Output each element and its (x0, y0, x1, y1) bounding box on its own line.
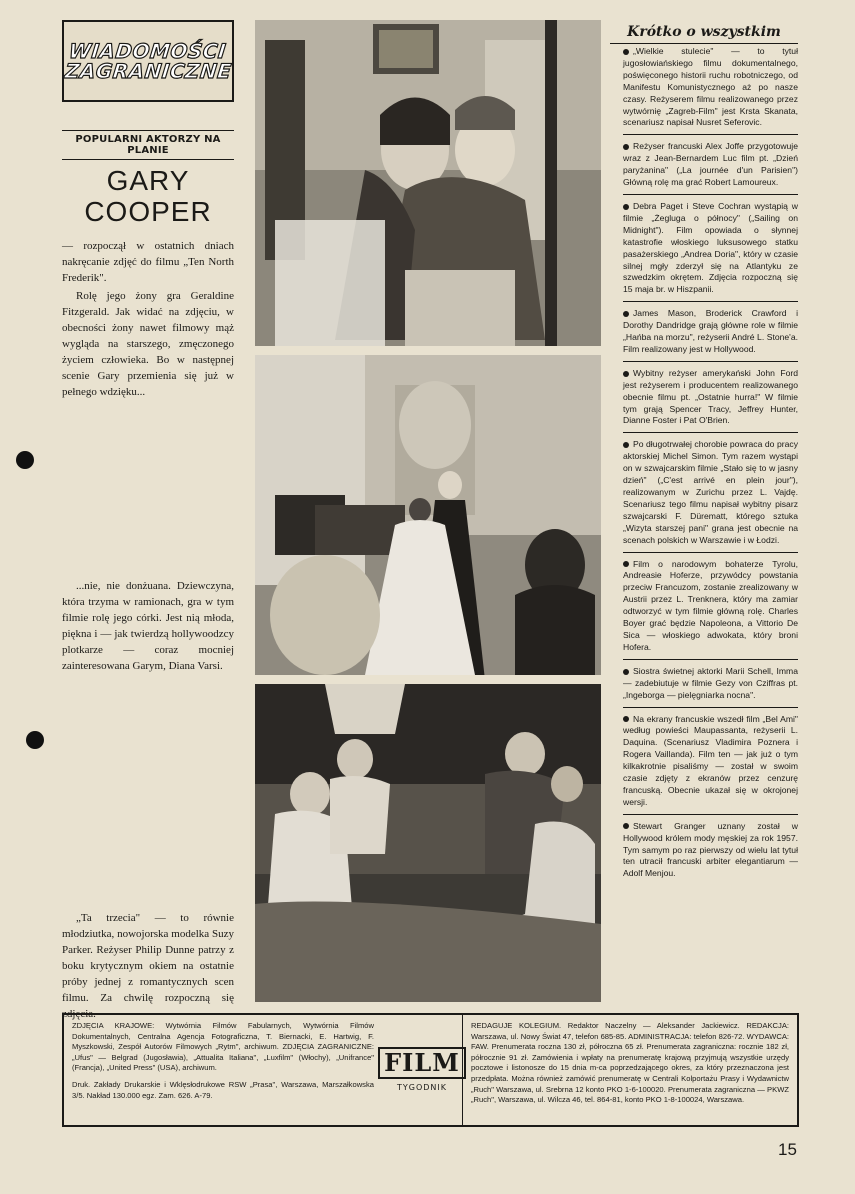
photo-cooper-parker-rehearsal (255, 684, 601, 1002)
news-item: Siostra świetnej aktorki Marii Schell, Imma — zadebiutuje w filmie Gezy von Cziffras pt. „Ingeborga — pielęgniarka nocna". (623, 666, 798, 708)
news-item: Wybitny reżyser amerykański John Ford jest reżyserem i producentem realizowanego obecnie filmu pt. „Ostatnie hurra!" W filmie tym grają Spencer Tracy, Jeffrey Hunter, Dianne Foster i Pat O'Brien. (623, 368, 798, 434)
bullet-icon (623, 144, 629, 150)
film-weekly-logo (382, 1015, 462, 1125)
bullet-icon (623, 204, 629, 210)
news-item: James Mason, Broderick Crawford i Dorothy Dandridge grają główne role w filmie „Hańba na morzu", reżyserii André L. Stone'a. Film realizowany jest w Hollywood. (623, 308, 798, 362)
section-logo (62, 20, 234, 102)
editorial-info: REDAGUJE KOLEGIUM. Redaktor Naczelny — Aleksander Jackiewicz. REDAKCJA: Warszawa, ul. Nowy Świat 47, telefon 685-85. ADMINISTRACJA: telefon 826-72. WYDAWCA: FAW. Prenumerata roczna 130 zł, półroczna 65 zł. Prenumerata zagraniczna: rocznie 182 zł, półrocznie 91 zł. Zamówienia i wpłaty na prenumeratę krajową przyjmują wszystkie urzędy pocztowe i listonosze do 15 dnia m-ca poprzedzającego okres, za który przeznaczona jest przedpłata. Można również zamówić prenumeratę w Centrali Kolportażu Prasy i Wydawnictw „Ruch" Warszawa, ul. Srebrna 12 konto PKO 1-6-100020. Prenumerata zagraniczna — PKWZ „Ruch", Warszawa, ul. Wilcza 46, tel. 864-81, konto PKO 1-8-100024, Warszawa. (462, 1015, 797, 1125)
news-column (623, 46, 798, 891)
photo-cooper-fitzgerald (255, 20, 601, 346)
intro-text (62, 238, 234, 402)
caption-photo-3 (62, 910, 234, 1024)
credits-text: ZDJĘCIA KRAJOWE: Wytwórnia Filmów Fabularnych, Wytwórnia Filmów Dokumentalnych, Centralna Agencja Fotograficzna, T. Biernacki, E. Hartwig, F. Myszkowski, Zespół Autorów Filmowych „Rytm", archiwum. ZDJĘCIA ZAGRANICZNE: „Ufus" — Belgrad (Jugosławia), „Attualita Italiana", „Luxfilm" (Włochy), „Unifrance" (Francja), „United Press" (USA), archiwum. (72, 1021, 374, 1073)
page-number: 15 (778, 1140, 797, 1159)
caption-photo-2 (62, 578, 234, 676)
bullet-icon (623, 371, 629, 377)
punch-hole-bottom (26, 731, 44, 749)
intro-paragraph-1: — rozpoczął w ostatnich dniach nakręcanie zdjęć do filmu „Ten North Frederik". (62, 240, 234, 284)
news-item: Po długotrwałej chorobie powraca do pracy aktorskiej Michel Simon. Tym razem wystąpi on w szwajcarskim filmie „Stało się to w jasny dzień" („C'est arrivé en plein jour"), realizowanym w Zurichu przez L. Vajdę. Scenariusz tego filmu napisał wybitny pisarz szwajcarski F. Dürematt, którego sztuka „Wizyta starszej pani" grana jest obecnie na scenach polskich w Warszawie i w Łodzi. (623, 439, 798, 552)
masthead-footer (62, 1013, 799, 1127)
news-column-title: Krótko o wszystkim (610, 24, 798, 44)
bullet-icon (623, 561, 629, 567)
bullet-icon (623, 669, 629, 675)
bullet-icon (623, 823, 629, 829)
headline-line-1: GARY (106, 165, 190, 196)
logo-subtitle: TYGODNIK (396, 1082, 448, 1092)
punch-hole-top (16, 451, 34, 469)
news-item: Debra Paget i Steve Cochran wystąpią w filmie „Żegluga o północy" („Sailing on Midnight"). Film opowiada o słynnej katastrofie włoskiego luksusowego statku pasażerskiego „Andrea Doria", który w czasie silnej mgły zderzył się na Atlantyku ze szwedzkim okrętem. Zdjęcia rozpoczną się 15 maja br. w Hiszpanii. (623, 201, 798, 302)
bullet-icon (623, 311, 629, 317)
news-item: „Wielkie stulecie" — to tytuł jugosłowiańskiego filmu dokumentalnego, poświęconego historii ruchu robotniczego, od Manifestu Komunistycznego aż po nasze czasy. Reżyserem filmu realizowanego przez wytwórnię „Zagreb-Film" jest Krsta Skanata, scenariusz napisał Nusret Seferovic. (623, 46, 798, 135)
news-item: Na ekrany francuskie wszedł film „Bel Ami" według powieści Maupassanta, reżyserii L. Daquina. (Scenariusz Vladimira Poznera i Rogera Vaillanda). Film ten — jak już o tym kilkakrotnie pisaliśmy — został w swoim czasie zdjęty z ekranów przez cenzurę francuską. Obecnie ukazał się w okrojonej wersji. (623, 714, 798, 815)
photo-cooper-dancing (255, 355, 601, 675)
news-item: Reżyser francuski Alex Joffe przygotowuje wraz z Jean-Bernardem Luc film pt. „Dzień paryżanina" („La journée d'un Parisien") Główną rolę ma grać Robert Lamoureux. (623, 141, 798, 195)
print-info: Druk. Zakłady Drukarskie i Wklęsłodrukowe RSW „Prasa", Warszawa, Marszałkowska 3/5. Nakład 130.000 egz. Zam. 626. A-79. (72, 1079, 374, 1100)
bullet-icon (623, 49, 629, 55)
news-item: Film o narodowym bohaterze Tyrolu, Andreasie Hoferze, przywódcy powstania przeciw Francuzom, zostanie zrealizowany w Austrii przez L. Trenknera, który ma zamiar odtworzyć w tym filmie główną rolę. Charles Boyer grać będzie Napoleona, a Vittorio De Sica — włoskiego adwokata, który broni Hofera. (623, 559, 798, 660)
headline-star-name (62, 165, 234, 227)
bullet-icon (623, 716, 629, 722)
intro-paragraph-2: Rolę jego żony gra Geraldine Fitzgerald. Jak widać na zdjęciu, w obecności żony nawet filmowy mąż wygląda na starszego, zmęczonego życiem człowieka. Bo w następnej scenie Gary przemienia się już w pełnego wdzięku... (62, 290, 234, 398)
section-heading: POPULARNI AKTORZY NA PLANIE (62, 130, 234, 160)
bullet-icon (623, 442, 629, 448)
caption-3-text: „Ta trzecia" — to równie młodziutka, nowojorska modelka Suzy Parker. Reżyser Philip Dunne patrzy z boku krytycznym okiem na ostatnie próby jednej z romantycznych scen filmu. Za chwilę rozpoczną się zdjęcia. (62, 912, 234, 1020)
photo-credits (64, 1015, 382, 1125)
news-item: Stewart Granger uznany został w Hollywood królem mody męskiej za rok 1957. Tym samym po raz pierwszy od wielu lat tytuł ten utracił francuski arbiter elegantiarum — Adolf Menjou. (623, 820, 798, 879)
headline-line-2: COOPER (84, 196, 212, 227)
logo-line-2: ZAGRANICZNE (63, 59, 233, 83)
caption-2-text: ...nie, nie donżuana. Dziewczyna, która trzyma w ramionach, gra w tym filmie rolę jego córki. Jest nią młoda, piękna i — jak twierdzą hollywoodzcy plotkarze — coraz mocniej zainteresowana Garym, Diana Varsi. (62, 580, 234, 672)
logo-line-1: WIADOMOŚCI (68, 39, 228, 63)
logo-word: FILM (378, 1047, 466, 1079)
